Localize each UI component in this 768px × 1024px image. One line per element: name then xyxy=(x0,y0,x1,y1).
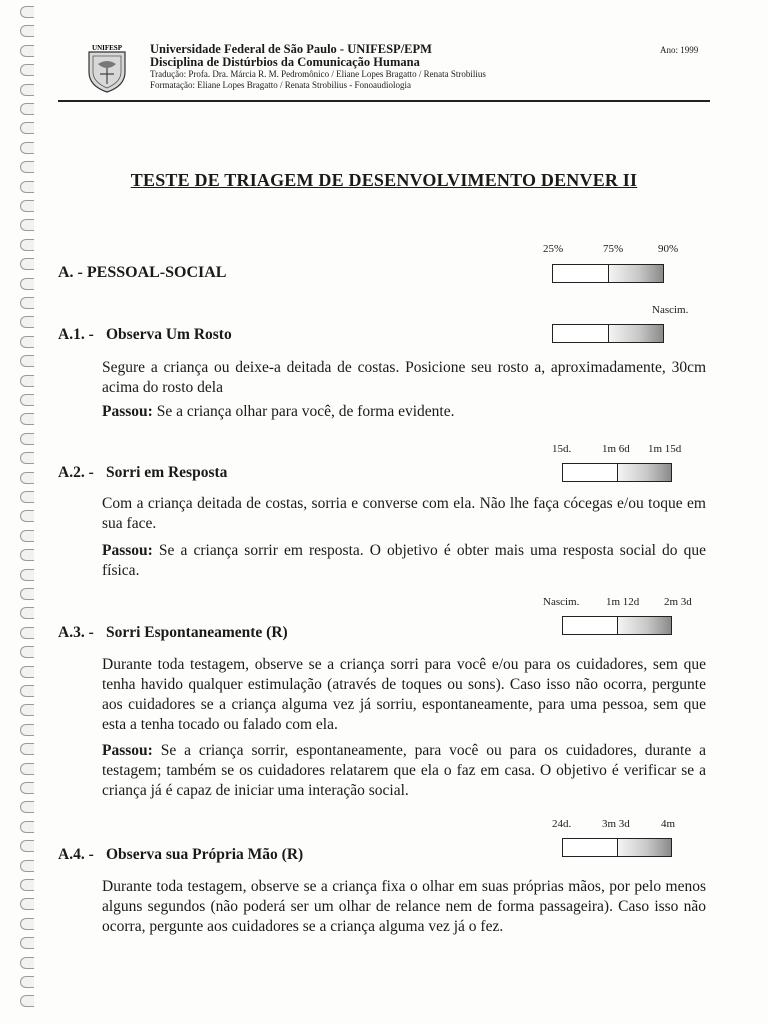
binding-hole xyxy=(20,704,34,716)
binding-hole xyxy=(20,200,34,212)
item-heading xyxy=(58,624,288,642)
binding-hole xyxy=(20,801,34,813)
binding-hole xyxy=(20,375,34,387)
binding-hole xyxy=(20,297,34,309)
age-label: 4m xyxy=(661,818,676,830)
binding-hole xyxy=(20,821,34,833)
item-pass-criterion xyxy=(102,402,706,422)
binding-hole xyxy=(20,782,34,794)
binding-hole xyxy=(20,45,34,57)
age-bar xyxy=(552,264,664,283)
binding-hole xyxy=(20,666,34,678)
binding-hole xyxy=(20,64,34,76)
header-block xyxy=(150,43,650,90)
binding-hole xyxy=(20,239,34,251)
age-label: 3m 3d xyxy=(602,818,630,830)
header-translation: Tradução: Profa. Dra. Márcia R. M. Pedromônico / Eliane Lopes Bragatto / Renata Strobilius xyxy=(150,69,486,79)
logo-text: UNIFESP xyxy=(92,44,122,52)
age-labels xyxy=(652,304,712,318)
paragraph-text: Com a criança deitada de costas, sorria e converse com ela. Não lhe faça cócegas e/ou toque em sua face. xyxy=(102,495,706,532)
binding-hole xyxy=(20,549,34,561)
age-bar-shaded-segment xyxy=(609,265,663,282)
age-labels xyxy=(552,818,692,832)
paragraph-text: Se a criança sorrir, espontaneamente, para você ou para os cuidadores, durante a testagem; também se os cuidadores relatarem que ela o faz em casa. O objetivo é verificar se a criança já é capaz de iniciar uma interação social. xyxy=(102,742,706,799)
age-bar-white-segment xyxy=(563,839,618,856)
binding-hole xyxy=(20,472,34,484)
age-label: 15d. xyxy=(552,443,572,455)
age-label: 2m 3d xyxy=(664,596,692,608)
binding-hole xyxy=(20,413,34,425)
paragraph-lead: Passou: xyxy=(102,742,153,759)
header-university: Universidade Federal de São Paulo - UNIFESP/EPM xyxy=(150,42,432,56)
binding-hole xyxy=(20,957,34,969)
item-heading xyxy=(58,464,227,482)
binding-hole xyxy=(20,976,34,988)
paragraph-text: Se a criança sorrir em resposta. O objetivo é obter mais uma resposta social do que física. xyxy=(102,542,706,579)
binding-hole xyxy=(20,122,34,134)
binding-hole xyxy=(20,336,34,348)
paragraph-lead: Passou: xyxy=(102,403,153,420)
scale-label: 25% xyxy=(543,243,564,255)
binding-hole xyxy=(20,491,34,503)
item-number: A.2. - xyxy=(58,464,94,481)
binding-hole xyxy=(20,394,34,406)
binding-hole xyxy=(20,860,34,872)
item-heading xyxy=(58,326,232,344)
binding-hole xyxy=(20,724,34,736)
header-discipline: Disciplina de Distúrbios da Comunicação Humana xyxy=(150,55,420,69)
age-bar-white-segment xyxy=(563,464,618,481)
item-number: A.1. - xyxy=(58,326,94,343)
binding-hole xyxy=(20,142,34,154)
binding-hole xyxy=(20,25,34,37)
age-bar-white-segment xyxy=(563,617,618,634)
binding-hole xyxy=(20,627,34,639)
binding-hole xyxy=(20,937,34,949)
binding-hole xyxy=(20,898,34,910)
age-label: 24d. xyxy=(552,818,572,830)
section-heading: A. - PESSOAL-SOCIAL xyxy=(58,264,227,281)
age-labels xyxy=(552,443,692,457)
binding-hole xyxy=(20,316,34,328)
binding-hole xyxy=(20,452,34,464)
spiral-binding-holes xyxy=(20,6,42,1016)
item-heading xyxy=(58,846,303,864)
item-name: Observa sua Própria Mão (R) xyxy=(106,846,304,863)
age-label: 1m 15d xyxy=(648,443,682,455)
header-formatting: Formatação: Eliane Lopes Bragatto / Renata Strobilius - Fonoaudiologia xyxy=(150,80,411,90)
section-scale-labels xyxy=(543,243,693,257)
age-bar xyxy=(562,838,672,857)
item-instructions xyxy=(102,494,706,534)
age-bar-shaded-segment xyxy=(618,464,671,481)
item-number: A.3. - xyxy=(58,624,94,641)
binding-hole xyxy=(20,6,34,18)
header-divider xyxy=(58,100,710,102)
binding-hole xyxy=(20,607,34,619)
item-name: Sorri Espontaneamente (R) xyxy=(106,624,288,641)
binding-hole xyxy=(20,840,34,852)
binding-hole xyxy=(20,995,34,1007)
binding-hole xyxy=(20,879,34,891)
binding-hole xyxy=(20,685,34,697)
binding-hole xyxy=(20,355,34,367)
item-instructions xyxy=(102,877,706,937)
binding-hole xyxy=(20,84,34,96)
item-name: Observa Um Rosto xyxy=(106,326,232,343)
age-bar-shaded-segment xyxy=(618,839,671,856)
age-bar-white-segment xyxy=(553,325,609,342)
paragraph-text: Se a criança olhar para você, de forma evidente. xyxy=(152,403,455,420)
binding-hole xyxy=(20,569,34,581)
item-instructions xyxy=(102,358,706,398)
age-label: 1m 12d xyxy=(606,596,640,608)
binding-hole xyxy=(20,918,34,930)
binding-hole xyxy=(20,763,34,775)
binding-hole xyxy=(20,510,34,522)
binding-hole xyxy=(20,433,34,445)
scale-label: 90% xyxy=(658,243,679,255)
university-seal-logo xyxy=(86,42,128,94)
paragraph-lead: Passou: xyxy=(102,542,153,559)
header-year: Ano: 1999 xyxy=(660,45,699,55)
binding-hole xyxy=(20,103,34,115)
age-bar xyxy=(552,324,664,343)
binding-hole xyxy=(20,219,34,231)
age-label: Nascim. xyxy=(543,596,580,608)
age-labels xyxy=(543,596,703,610)
age-label: 1m 6d xyxy=(602,443,630,455)
item-pass-criterion xyxy=(102,741,706,801)
binding-hole xyxy=(20,588,34,600)
binding-hole xyxy=(20,258,34,270)
age-label: Nascim. xyxy=(652,304,689,316)
binding-hole xyxy=(20,530,34,542)
paragraph-text: Durante toda testagem, observe se a criança fixa o olhar em suas próprias mãos, por pelo menos alguns segundos (não poderá ser um olhar de relance nem de forma passageira). Caso isso não ocorra, pergunte aos cuidadores se a criança alguma vez já o fez. xyxy=(102,878,706,935)
paragraph-text: Durante toda testagem, observe se a criança sorri para você e/ou para os cuidadores, sem que tenha havido qualquer estimulação (através de toques ou sons). Caso isso não ocorra, pergunte aos cuidadores se a criança alguma vez já sorriu, espontaneamente, para uma pessoa, sem que esta a tenha tocado ou falado com ela. xyxy=(102,656,706,733)
paragraph-text: Segure a criança ou deixe-a deitada de costas. Posicione seu rosto a, aproximadamente, 30cm acima do rosto dela xyxy=(102,359,706,396)
age-bar-white-segment xyxy=(553,265,609,282)
page-title: TESTE DE TRIAGEM DE DESENVOLVIMENTO DENVER II xyxy=(130,170,638,190)
binding-hole xyxy=(20,646,34,658)
age-bar xyxy=(562,616,672,635)
binding-hole xyxy=(20,278,34,290)
age-bar-shaded-segment xyxy=(618,617,671,634)
scale-label: 75% xyxy=(603,243,624,255)
binding-hole xyxy=(20,743,34,755)
age-bar-shaded-segment xyxy=(609,325,663,342)
item-instructions xyxy=(102,655,706,735)
age-bar xyxy=(562,463,672,482)
item-name: Sorri em Resposta xyxy=(106,464,228,481)
item-number: A.4. - xyxy=(58,846,94,863)
item-pass-criterion xyxy=(102,541,706,581)
